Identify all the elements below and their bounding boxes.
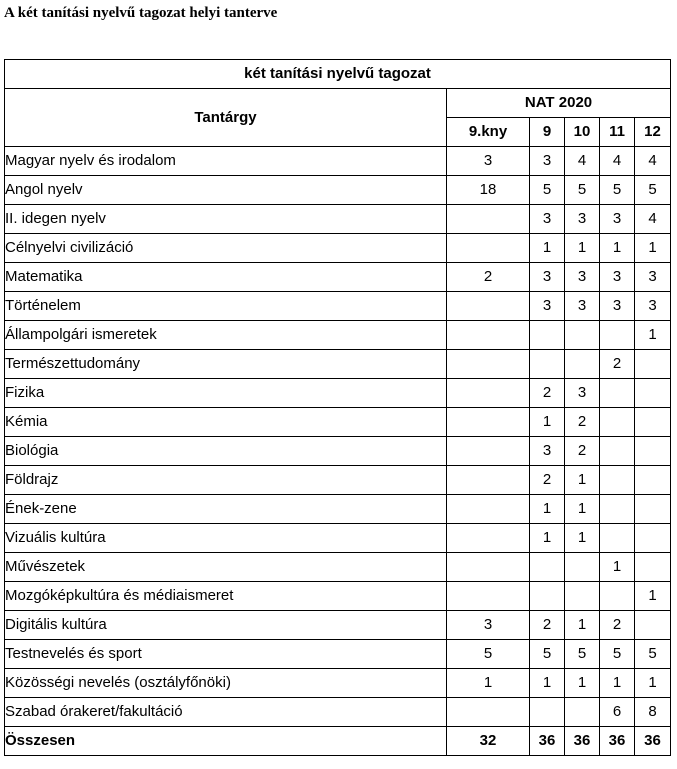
hours-cell bbox=[635, 466, 671, 495]
hours-cell: 2 bbox=[530, 379, 565, 408]
table-row bbox=[5, 640, 671, 669]
hours-cell: 2 bbox=[530, 611, 565, 640]
hours-cell bbox=[635, 379, 671, 408]
hours-cell bbox=[447, 234, 530, 263]
hours-cell bbox=[530, 698, 565, 727]
table-row bbox=[5, 350, 671, 379]
hours-cell: 2 bbox=[600, 611, 635, 640]
hours-cell: 2 bbox=[530, 466, 565, 495]
hours-cell: 5 bbox=[565, 640, 600, 669]
subject-header: Tantárgy bbox=[5, 89, 447, 147]
subject-name: Állampolgári ismeretek bbox=[5, 321, 447, 350]
hours-cell bbox=[447, 437, 530, 466]
hours-cell: 1 bbox=[635, 582, 671, 611]
hours-cell: 1 bbox=[565, 466, 600, 495]
hours-cell: 3 bbox=[447, 147, 530, 176]
hours-cell: 1 bbox=[447, 669, 530, 698]
hours-cell: 3 bbox=[565, 205, 600, 234]
total-value: 36 bbox=[565, 727, 600, 756]
hours-cell: 5 bbox=[635, 176, 671, 205]
hours-cell: 1 bbox=[565, 234, 600, 263]
hours-cell: 1 bbox=[530, 408, 565, 437]
hours-cell: 3 bbox=[600, 205, 635, 234]
hours-cell: 1 bbox=[635, 321, 671, 350]
hours-cell: 1 bbox=[565, 524, 600, 553]
hours-cell bbox=[447, 698, 530, 727]
total-row bbox=[5, 727, 671, 756]
table-row bbox=[5, 524, 671, 553]
table-row bbox=[5, 611, 671, 640]
hours-cell: 5 bbox=[635, 640, 671, 669]
hours-cell bbox=[600, 582, 635, 611]
hours-cell bbox=[565, 553, 600, 582]
hours-cell: 6 bbox=[600, 698, 635, 727]
hours-cell: 8 bbox=[635, 698, 671, 727]
hours-cell: 3 bbox=[530, 292, 565, 321]
subject-name: Testnevelés és sport bbox=[5, 640, 447, 669]
table-row bbox=[5, 205, 671, 234]
subject-name: Célnyelvi civilizáció bbox=[5, 234, 447, 263]
hours-cell: 1 bbox=[600, 553, 635, 582]
table-caption-row bbox=[5, 60, 671, 89]
hours-cell: 1 bbox=[530, 234, 565, 263]
grade-header: 9.kny bbox=[447, 118, 530, 147]
table-row bbox=[5, 147, 671, 176]
hours-cell bbox=[600, 466, 635, 495]
hours-cell: 1 bbox=[565, 495, 600, 524]
hours-cell bbox=[635, 524, 671, 553]
hours-cell: 2 bbox=[565, 437, 600, 466]
hours-cell: 1 bbox=[635, 234, 671, 263]
subject-name: Fizika bbox=[5, 379, 447, 408]
hours-cell: 3 bbox=[565, 292, 600, 321]
hours-cell: 3 bbox=[530, 205, 565, 234]
hours-cell: 4 bbox=[600, 147, 635, 176]
hours-cell bbox=[635, 611, 671, 640]
hours-cell: 3 bbox=[565, 379, 600, 408]
hours-cell bbox=[447, 321, 530, 350]
hours-cell: 4 bbox=[635, 147, 671, 176]
table-row bbox=[5, 437, 671, 466]
hours-cell: 3 bbox=[530, 263, 565, 292]
subject-name: Matematika bbox=[5, 263, 447, 292]
subject-name: Digitális kultúra bbox=[5, 611, 447, 640]
table-row bbox=[5, 669, 671, 698]
hours-cell bbox=[530, 553, 565, 582]
hours-cell: 1 bbox=[635, 669, 671, 698]
hours-cell: 5 bbox=[600, 176, 635, 205]
hours-cell: 3 bbox=[565, 263, 600, 292]
hours-cell: 1 bbox=[565, 669, 600, 698]
hours-cell: 5 bbox=[530, 640, 565, 669]
table-row bbox=[5, 321, 671, 350]
table-row bbox=[5, 582, 671, 611]
grade-header: 9 bbox=[530, 118, 565, 147]
hours-cell: 4 bbox=[635, 205, 671, 234]
total-value: 36 bbox=[600, 727, 635, 756]
total-value: 36 bbox=[635, 727, 671, 756]
hours-cell: 5 bbox=[447, 640, 530, 669]
subject-name: Történelem bbox=[5, 292, 447, 321]
hours-cell: 1 bbox=[530, 524, 565, 553]
hours-cell bbox=[600, 321, 635, 350]
total-value: 32 bbox=[447, 727, 530, 756]
hours-cell: 1 bbox=[530, 669, 565, 698]
hours-cell bbox=[635, 350, 671, 379]
hours-cell bbox=[447, 379, 530, 408]
subject-name: Kémia bbox=[5, 408, 447, 437]
hours-cell: 4 bbox=[565, 147, 600, 176]
hours-cell bbox=[447, 582, 530, 611]
table-row bbox=[5, 466, 671, 495]
hours-cell bbox=[447, 292, 530, 321]
hours-cell bbox=[447, 466, 530, 495]
table-row bbox=[5, 292, 671, 321]
hours-cell: 1 bbox=[600, 669, 635, 698]
hours-cell bbox=[447, 408, 530, 437]
hours-cell: 1 bbox=[565, 611, 600, 640]
group-header-row bbox=[5, 89, 671, 118]
subject-name: Közösségi nevelés (osztályfőnöki) bbox=[5, 669, 447, 698]
hours-cell: 3 bbox=[600, 292, 635, 321]
subject-name: Művészetek bbox=[5, 553, 447, 582]
table-row bbox=[5, 495, 671, 524]
hours-cell bbox=[530, 582, 565, 611]
hours-cell bbox=[600, 379, 635, 408]
subject-name: Mozgóképkultúra és médiaismeret bbox=[5, 582, 447, 611]
table-row bbox=[5, 553, 671, 582]
hours-cell bbox=[447, 205, 530, 234]
hours-cell: 3 bbox=[600, 263, 635, 292]
subject-name: Angol nyelv bbox=[5, 176, 447, 205]
hours-cell: 3 bbox=[635, 263, 671, 292]
subject-name: Szabad órakeret/fakultáció bbox=[5, 698, 447, 727]
grade-header: 11 bbox=[600, 118, 635, 147]
grade-header: 12 bbox=[635, 118, 671, 147]
hours-cell: 1 bbox=[530, 495, 565, 524]
table-row bbox=[5, 408, 671, 437]
hours-cell bbox=[447, 350, 530, 379]
hours-cell: 18 bbox=[447, 176, 530, 205]
hours-cell: 3 bbox=[635, 292, 671, 321]
hours-cell: 2 bbox=[447, 263, 530, 292]
hours-cell bbox=[600, 437, 635, 466]
curriculum-table bbox=[4, 59, 671, 756]
hours-cell: 3 bbox=[530, 437, 565, 466]
table-caption: két tanítási nyelvű tagozat bbox=[5, 60, 671, 89]
hours-cell bbox=[635, 408, 671, 437]
hours-cell bbox=[447, 495, 530, 524]
table-row bbox=[5, 176, 671, 205]
grade-header: 10 bbox=[565, 118, 600, 147]
table-row bbox=[5, 698, 671, 727]
hours-cell bbox=[635, 437, 671, 466]
hours-cell: 5 bbox=[600, 640, 635, 669]
hours-cell bbox=[565, 321, 600, 350]
hours-cell bbox=[600, 524, 635, 553]
hours-cell: 1 bbox=[600, 234, 635, 263]
document-title: A két tanítási nyelvű tagozat helyi tanterve bbox=[4, 5, 278, 21]
subject-name: Földrajz bbox=[5, 466, 447, 495]
hours-cell bbox=[635, 495, 671, 524]
hours-cell: 3 bbox=[447, 611, 530, 640]
hours-cell bbox=[447, 524, 530, 553]
total-label: Összesen bbox=[5, 727, 447, 756]
hours-cell bbox=[565, 582, 600, 611]
hours-cell: 2 bbox=[565, 408, 600, 437]
hours-cell bbox=[600, 408, 635, 437]
subject-name: Ének-zene bbox=[5, 495, 447, 524]
hours-cell bbox=[600, 495, 635, 524]
subject-name: Vizuális kultúra bbox=[5, 524, 447, 553]
subject-name: Biológia bbox=[5, 437, 447, 466]
hours-cell: 5 bbox=[530, 176, 565, 205]
total-value: 36 bbox=[530, 727, 565, 756]
hours-cell: 2 bbox=[600, 350, 635, 379]
hours-cell bbox=[447, 553, 530, 582]
nat-group-header: NAT 2020 bbox=[447, 89, 671, 118]
table-row bbox=[5, 263, 671, 292]
hours-cell: 3 bbox=[530, 147, 565, 176]
table-row bbox=[5, 379, 671, 408]
hours-cell bbox=[530, 321, 565, 350]
hours-cell: 5 bbox=[565, 176, 600, 205]
hours-cell bbox=[635, 553, 671, 582]
subject-name: Magyar nyelv és irodalom bbox=[5, 147, 447, 176]
hours-cell bbox=[530, 350, 565, 379]
subject-name: II. idegen nyelv bbox=[5, 205, 447, 234]
hours-cell bbox=[565, 698, 600, 727]
table-row bbox=[5, 234, 671, 263]
hours-cell bbox=[565, 350, 600, 379]
subject-name: Természettudomány bbox=[5, 350, 447, 379]
